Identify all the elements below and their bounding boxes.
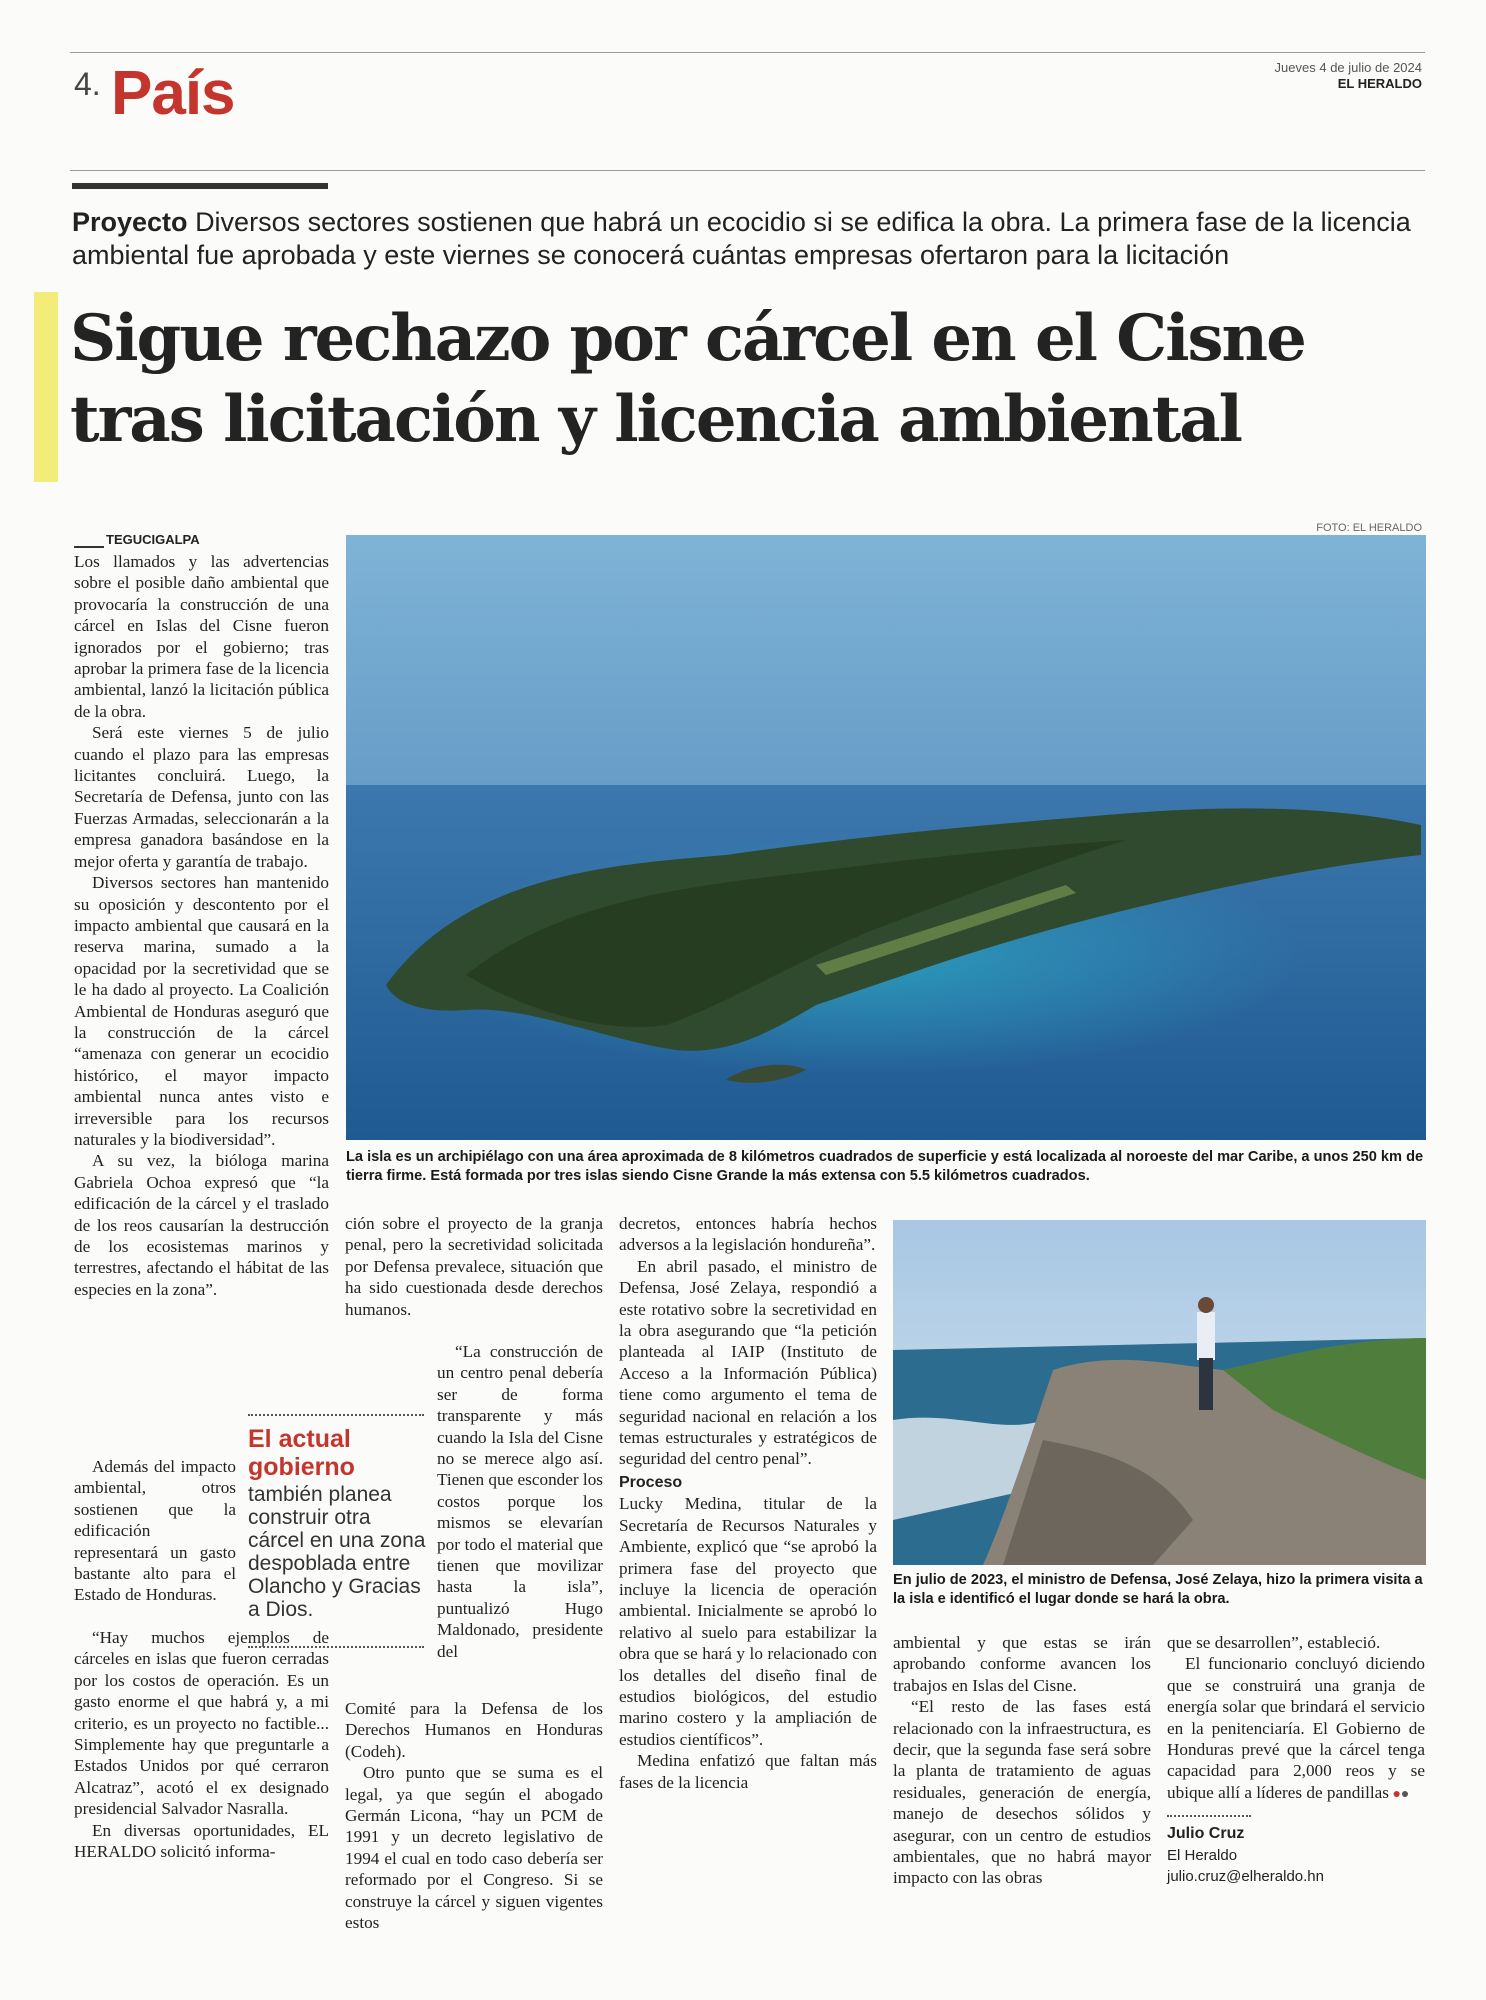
headline-line-1: Sigue rechazo por cárcel en el Cisne	[70, 301, 1305, 376]
col3-paragraph: Medina enfatizó que faltan más fases de la licencia	[619, 1751, 877, 1792]
end-mark-icon: ●	[1400, 1786, 1410, 1802]
col1-narrow-paragraph: Además del impacto ambiental, otros sostienen que la edificación representará un gasto bastante alto para el Estado de Honduras.	[74, 1457, 236, 1605]
col3-subhead: Proceso	[619, 1473, 683, 1491]
column-5	[1167, 1632, 1425, 1887]
col3-paragraph: decretos, entonces habría hechos adversos a la legislación hondureña”.	[619, 1214, 877, 1255]
col4-paragraph: “El resto de las fases está relacionado con la infraestructura, es decir, que la segunda fase será sobre la planta de tratamiento de aguas residuales, generación de energía, manejo de desechos sólidos y asegurar, con un centro de estudios ambientales, que no habrá mayor impacto con las obras	[893, 1697, 1151, 1888]
kicker-bar	[72, 183, 328, 189]
end-mark-icon: ●	[1388, 1786, 1401, 1802]
column-2-bottom	[345, 1698, 603, 1933]
col1-paragraph: En diversas oportunidades, EL HERALDO solicitó informa-	[74, 1820, 329, 1862]
byline-rule	[1167, 1815, 1251, 1817]
pullquote-bottom-rule	[248, 1646, 424, 1648]
headline-line-2: tras licitación y licencia ambiental	[70, 382, 1241, 457]
col1-paragraph: Será este viernes 5 de julio cuando el plazo para las empresas licitantes concluirá. Luego, la Secretaría de Defensa, junto con las Fuerzas Armadas, seleccionarán a la empresa ganadora basándose en la mejor oferta y garantía de trabajo.	[74, 723, 329, 871]
column-2-narrow	[437, 1341, 603, 1662]
photo-credit: FOTO: EL HERALDO	[1316, 522, 1422, 534]
page-number: 4.	[74, 66, 101, 102]
column-2	[345, 1213, 603, 1320]
pullquote-title-line: gobierno	[248, 1453, 355, 1481]
section-title: País	[111, 59, 235, 128]
pullquote-line: también planea	[248, 1483, 392, 1506]
col3-paragraph: Lucky Medina, titular de la Secretaría de Recursos Naturales y Ambiente, explicó que “se aprobó la primera fase del proyecto que incluye la licencia de operación ambiental. Inicialmente se aprobó lo relativo al suelo para estabilizar la obra que se hará y lo relacionado con los detalles del diseño final de estudios biológicos, del estudio marino costero y la ampliación de estudios científicos”.	[619, 1494, 877, 1749]
col1-paragraph: A su vez, la bióloga marina Gabriela Ochoa expresó que “la edificación de la cárcel y el traslado de los reos causarían la destrucción de los ecosistemas marinos y terrestres, afectando el hábitat de las especies en la zona”.	[74, 1151, 329, 1299]
pullquote-line: despoblada entre	[248, 1552, 411, 1575]
header-date: Jueves 4 de julio de 2024	[1274, 60, 1422, 75]
pullquote-line: cárcel en una zona	[248, 1529, 426, 1552]
byline-name: Julio Cruz	[1167, 1825, 1245, 1843]
column-1-narrow	[74, 1456, 236, 1606]
pullquote	[248, 1425, 428, 1621]
col3-paragraph: En abril pasado, el ministro de Defensa, José Zelaya, respondió a este rotativo sobre la secretividad en la obra asegurando que “la petición planteada al IAIP (Instituto de Acceso a la Información Pública) tiene como argumento el tema de seguridad nacional en relación a los temas estructurales y estratégicos de seguridad del centro penal”.	[619, 1256, 877, 1469]
col1-paragraph: Diversos sectores han mantenido su oposición y descontento por el impacto ambiental que causará en la reserva marina, sumado a la opacidad por la secretividad que se le ha dado al proyecto. La Coalición Ambiental de Honduras aseguró que la construcción de la cárcel “amenaza con generar un ecocidio histórico, el mayor impacto ambiental nunca antes visto e irreversible para los recursos naturales y la biodiversidad”.	[74, 873, 329, 1149]
col5-paragraph: que se desarrollen”, estableció.	[1167, 1633, 1381, 1652]
col2-narrow-paragraph: “La construcción de un centro penal debería ser de forma transparente y más cuando la Isla del Cisne no se merece algo así. Tienen que esconder los costos porque los mismos se elevarían por todo el material que tienen que movilizar hasta la isla”, puntualizó Hugo Maldonado, presidente del	[437, 1342, 603, 1661]
second-photo-caption: En julio de 2023, el ministro de Defensa, José Zelaya, hizo la primera visita a la isla e identificó el lugar donde se hará la obra.	[893, 1572, 1423, 1607]
col2-paragraph: Otro punto que se suma es el legal, ya que según el abogado Germán Licona, “hay un PCM de 1991 y un decreto legislativo de 1994 el cual en todo caso debería ser reformado por el Congreso. Si se construye la cárcel y siguen vigentes estos	[345, 1763, 603, 1933]
byline-email[interactable]: julio.cruz@elheraldo.hn	[1167, 1868, 1324, 1886]
header-bottom-rule	[70, 170, 1425, 171]
kicker-text: Diversos sectores sostienen que habrá un ecocidio si se edifica la obra. La primera fase de la licencia ambiental fue aprobada y este viernes se conocerá cuántas empresas ofertaron para la licitación	[72, 207, 1411, 270]
col1-paragraph: Los llamados y las advertencias sobre el posible daño ambiental que provocaría la construcción de una cárcel en Islas del Cisne fueron ignorados por el gobierno; tras aprobar la primera fase de la licencia ambiental, lanzó la licitación pública de la obra.	[74, 552, 329, 721]
column-4	[893, 1632, 1151, 1889]
pullquote-title-line: El actual	[248, 1425, 351, 1453]
column-1	[74, 551, 329, 1300]
pullquote-title	[248, 1425, 428, 1481]
column-3	[619, 1213, 877, 1793]
col4-paragraph: ambiental y que estas se irán aprobando conforme avancen los trabajos en Islas del Cisne.	[893, 1633, 1151, 1695]
header-top-rule	[70, 52, 1425, 53]
pullquote-line: construir otra	[248, 1506, 371, 1529]
col1-paragraph: “Hay muchos ejemplos de cárceles en islas que fueron cerradas por los costos de operación. Es un gasto enorme el que habrá y, a mi criterio, es un proyecto no factible... Simplemente hay que preguntarle a Estados Unidos por qué cerraron Alcatraz”, acotó el ex designado presidencial Salvador Nasralla.	[74, 1628, 329, 1819]
kicker-label: Proyecto	[72, 207, 188, 237]
col2-paragraph: Comité para la Defensa de los Derechos Humanos en Honduras (Codeh).	[345, 1699, 603, 1761]
dateline: TEGUCIGALPA	[106, 532, 200, 547]
byline-outlet: El Heraldo	[1167, 1846, 1238, 1864]
main-photo-island	[346, 535, 1426, 1140]
dateline-rule	[74, 546, 104, 548]
main-photo-caption: La isla es un archipiélago con una área aproximada de 8 kilómetros cuadrados de superficie y está localizada al noroeste del mar Caribe, a unos 250 km de tierra firme. Está formada por tres islas siendo Cisne Grande la más extensa con 5.5 kilómetros cuadrados.	[346, 1149, 1424, 1184]
highlighter-mark	[34, 292, 58, 482]
pullquote-line: Olancho y Gracias	[248, 1575, 421, 1598]
pullquote-top-rule	[248, 1414, 424, 1416]
col2-paragraph: ción sobre el proyecto de la granja penal, pero la secretividad solicitada por Defensa prevalece, situación que ha sido cuestionada desde derechos humanos.	[345, 1214, 603, 1319]
column-1-bottom	[74, 1627, 329, 1862]
newspaper-name: EL HERALDO	[1337, 76, 1422, 91]
headline	[70, 298, 1440, 460]
kicker	[72, 206, 1422, 272]
pullquote-text	[248, 1483, 428, 1621]
pullquote-line: a Dios.	[248, 1598, 314, 1621]
second-photo-minister	[893, 1220, 1426, 1565]
col5-paragraph-text: El funcionario concluyó diciendo que se construirá una granja de energía solar que brindará el servicio en la penitenciaría. El Gobierno de Honduras prevé que la cárcel tenga capacidad para 2,000 reos y se ubique allí a líderes de pandillas	[1167, 1654, 1425, 1802]
col5-paragraph	[1167, 1653, 1425, 1805]
